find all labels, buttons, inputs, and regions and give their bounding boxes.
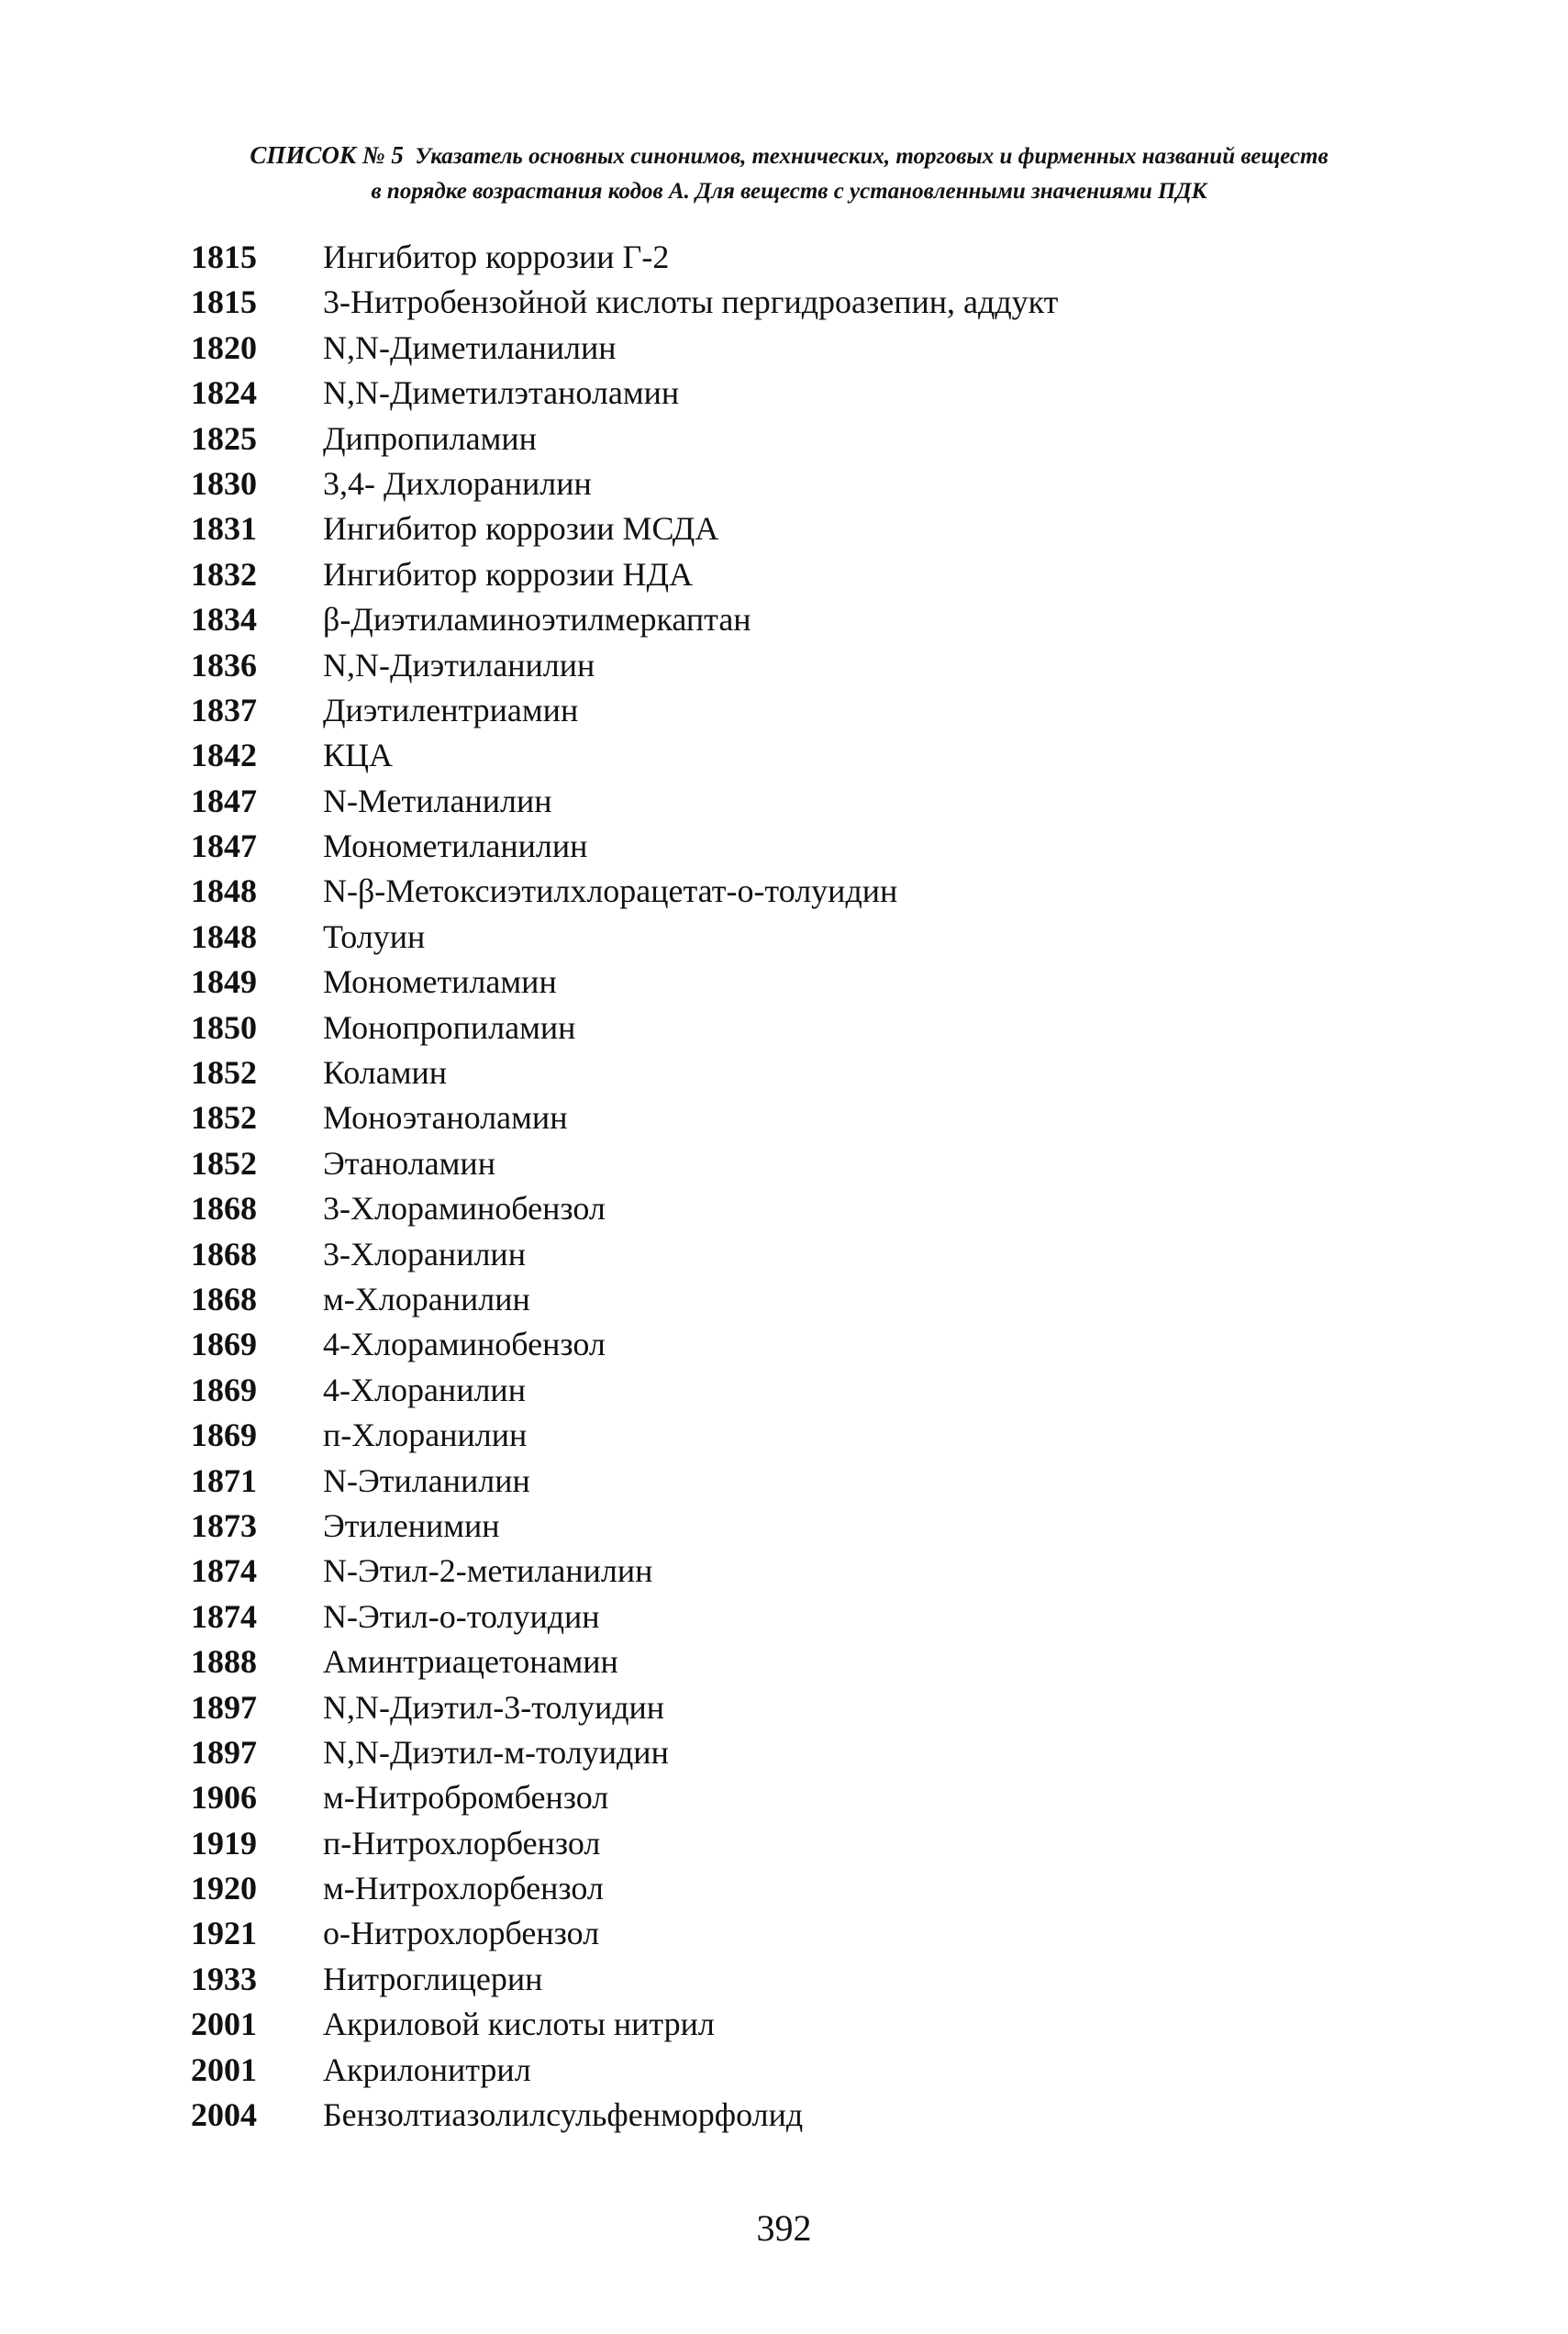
list-item	[0, 1141, 1568, 1186]
substance-name: 3-Хлоранилин	[323, 1235, 526, 1273]
list-item	[0, 1911, 1568, 1956]
substance-code: 1869	[191, 1326, 257, 1363]
substance-code: 1824	[191, 374, 257, 412]
header-line-1	[138, 138, 1440, 174]
list-item	[0, 235, 1568, 280]
substance-name: м-Нитрохлорбензол	[323, 1870, 604, 1907]
substance-name: 4-Хлоранилин	[323, 1371, 526, 1408]
substance-name: КЦА	[323, 737, 394, 774]
list-item	[0, 824, 1568, 869]
substance-code: 2001	[191, 2051, 257, 2088]
list-item	[0, 643, 1568, 688]
page-number: 392	[756, 2207, 812, 2249]
substance-name: Дипропиламин	[323, 419, 537, 457]
substance-code: 1852	[191, 1099, 257, 1137]
substance-code: 1848	[191, 872, 257, 910]
list-item	[0, 1595, 1568, 1639]
substance-code: 1868	[191, 1190, 257, 1228]
list-item	[0, 1459, 1568, 1504]
list-item	[0, 688, 1568, 733]
substance-name: N,N-Диэтил-3-толуидин	[323, 1688, 665, 1726]
substance-code: 1921	[191, 1915, 257, 1952]
substance-name: N,N-Диметилэтаноламин	[323, 374, 680, 412]
substance-name: Моноэтаноламин	[323, 1099, 568, 1137]
list-item	[0, 1730, 1568, 1775]
list-item	[0, 1095, 1568, 1140]
substance-name: м-Нитробромбензол	[323, 1779, 609, 1817]
substance-name: Монопропиламин	[323, 1008, 576, 1046]
substance-code: 2004	[191, 2096, 257, 2134]
synonym-list	[0, 235, 1568, 2138]
list-item	[0, 1685, 1568, 1730]
list-item	[0, 371, 1568, 416]
page-header	[138, 138, 1440, 209]
substance-name: Акрилонитрил	[323, 2051, 531, 2088]
list-item	[0, 869, 1568, 914]
substance-name: N-Этиланилин	[323, 1462, 530, 1499]
substance-name: 3-Хлораминобензол	[323, 1190, 606, 1228]
list-item	[0, 779, 1568, 824]
substance-code: 1906	[191, 1779, 257, 1817]
list-item	[0, 915, 1568, 960]
substance-name: N-Этил-2-метиланилин	[323, 1552, 653, 1590]
list-item	[0, 2002, 1568, 2047]
list-item	[0, 1639, 1568, 1684]
substance-name: п-Нитрохлорбензол	[323, 1824, 601, 1862]
list-item	[0, 326, 1568, 371]
substance-name: Аминтриацетонамин	[323, 1643, 618, 1681]
substance-code: 1836	[191, 646, 257, 684]
list-item	[0, 597, 1568, 642]
substance-code: 1820	[191, 328, 257, 366]
substance-code: 1920	[191, 1870, 257, 1907]
substance-code: 1868	[191, 1235, 257, 1273]
list-item	[0, 1232, 1568, 1277]
substance-code: 1852	[191, 1144, 257, 1182]
substance-code: 2001	[191, 2006, 257, 2043]
substance-name: N-β-Метоксиэтилхлорацетат-о-толуидин	[323, 872, 898, 910]
substance-name: 3,4- Дихлоранилин	[323, 464, 592, 502]
substance-name: Диэтилентриамин	[323, 691, 579, 728]
substance-code: 1849	[191, 963, 257, 1001]
list-item	[0, 506, 1568, 551]
list-item	[0, 1368, 1568, 1413]
substance-name: N,N-Диэтил-м-толуидин	[323, 1733, 669, 1771]
list-item	[0, 2048, 1568, 2093]
substance-code: 1874	[191, 1552, 257, 1590]
substance-code: 1869	[191, 1371, 257, 1408]
substance-code: 1825	[191, 419, 257, 457]
list-item	[0, 1186, 1568, 1231]
substance-name: м-Хлоранилин	[323, 1280, 530, 1317]
substance-code: 1834	[191, 601, 257, 639]
list-item	[0, 1006, 1568, 1050]
substance-code: 1842	[191, 737, 257, 774]
substance-name: β-Диэтиламиноэтилмеркаптан	[323, 601, 751, 639]
list-item	[0, 1504, 1568, 1549]
substance-code: 1897	[191, 1733, 257, 1771]
substance-name: п-Хлоранилин	[323, 1417, 528, 1454]
list-item	[0, 1413, 1568, 1458]
substance-name: N,N-Диметиланилин	[323, 328, 617, 366]
substance-code: 1871	[191, 1462, 257, 1499]
substance-name: Бензолтиазолилсульфенморфолид	[323, 2096, 804, 2134]
list-item	[0, 1957, 1568, 2002]
substance-name: Этиленимин	[323, 1506, 500, 1544]
substance-code: 1933	[191, 1960, 257, 1997]
substance-code: 1852	[191, 1054, 257, 1092]
header-line-2: в порядке возрастания кодов А. Для веществ с установленными значениями ПДК	[371, 179, 1207, 204]
substance-name: 4-Хлораминобензол	[323, 1326, 606, 1363]
substance-name: Акриловой кислоты нитрил	[323, 2006, 715, 2043]
substance-name: Ингибитор коррозии НДА	[323, 555, 694, 593]
list-item	[0, 417, 1568, 461]
substance-name: о-Нитрохлорбензол	[323, 1915, 600, 1952]
substance-code: 1897	[191, 1688, 257, 1726]
list-item	[0, 2093, 1568, 2138]
substance-name: N-Метиланилин	[323, 782, 552, 819]
substance-name: Коламин	[323, 1054, 447, 1092]
substance-name: Нитроглицерин	[323, 1960, 543, 1997]
substance-name: N,N-Диэтиланилин	[323, 646, 595, 684]
substance-code: 1847	[191, 782, 257, 819]
substance-code: 1868	[191, 1280, 257, 1317]
list-item	[0, 1322, 1568, 1367]
list-item	[0, 1775, 1568, 1820]
substance-code: 1815	[191, 283, 257, 321]
substance-code: 1832	[191, 555, 257, 593]
list-item	[0, 960, 1568, 1005]
substance-code: 1831	[191, 510, 257, 548]
substance-code: 1850	[191, 1008, 257, 1046]
list-item	[0, 1866, 1568, 1911]
list-label: СПИСОК № 5	[250, 141, 404, 169]
substance-code: 1869	[191, 1417, 257, 1454]
substance-code: 1888	[191, 1643, 257, 1681]
substance-code: 1873	[191, 1506, 257, 1544]
substance-name: Монометиламин	[323, 963, 557, 1001]
substance-name: Ингибитор коррозии МСДА	[323, 510, 719, 548]
list-item	[0, 280, 1568, 325]
substance-code: 1830	[191, 464, 257, 502]
substance-name: Ингибитор коррозии Г-2	[323, 239, 670, 275]
substance-code: 1919	[191, 1824, 257, 1862]
list-item	[0, 1549, 1568, 1594]
substance-code: 1837	[191, 691, 257, 728]
list-item	[0, 1277, 1568, 1322]
list-item	[0, 552, 1568, 597]
list-item	[0, 461, 1568, 506]
list-item	[0, 733, 1568, 778]
substance-code: 1874	[191, 1597, 257, 1635]
substance-name: Этаноламин	[323, 1144, 495, 1182]
list-item	[0, 1821, 1568, 1866]
header-title: Указатель основных синонимов, технических, торговых и фирменных названий веществ	[415, 144, 1329, 169]
substance-name: N-Этил-о-толуидин	[323, 1597, 600, 1635]
substance-name: Монометиланилин	[323, 828, 588, 865]
list-item	[0, 1050, 1568, 1095]
substance-code: 1848	[191, 917, 257, 955]
substance-name: Толуин	[323, 917, 426, 955]
substance-code: 1815	[191, 239, 257, 275]
substance-name: 3-Нитробензойной кислоты пергидроазепин, аддукт	[323, 283, 1059, 321]
substance-code: 1847	[191, 828, 257, 865]
